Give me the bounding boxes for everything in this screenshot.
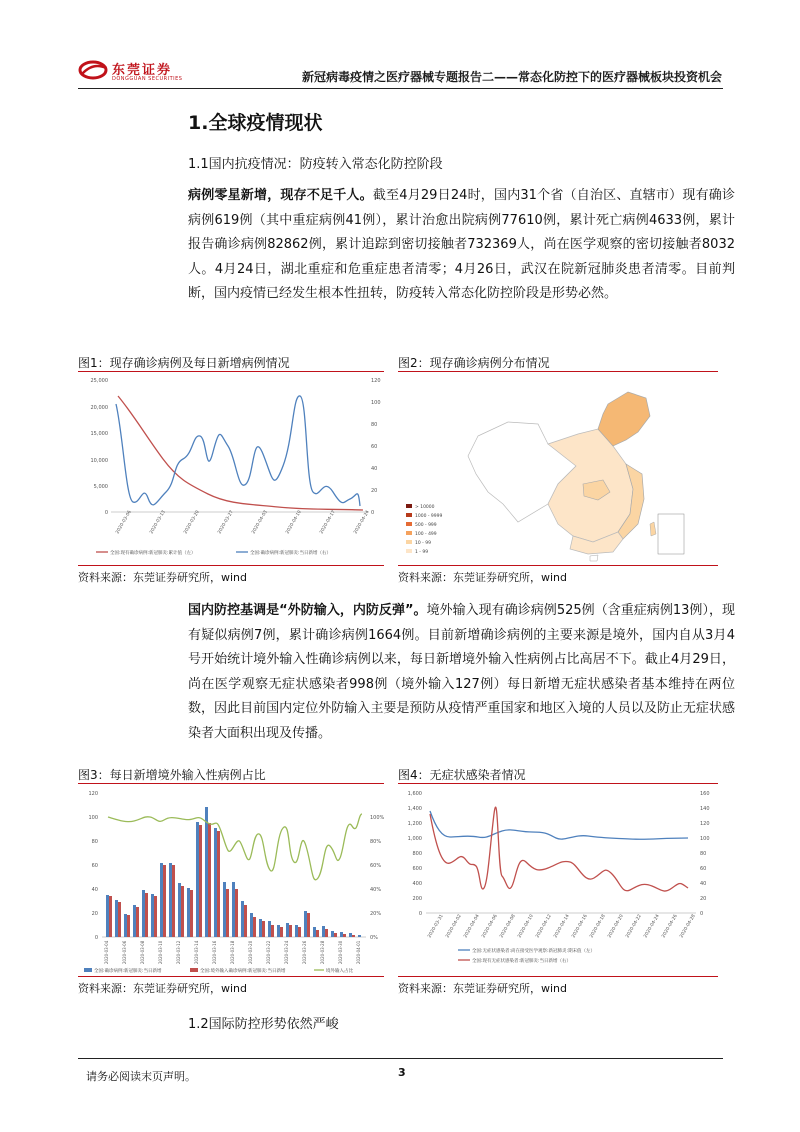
fig4-ytick-right: 20 [700, 896, 707, 902]
fig3-bar [163, 865, 166, 937]
fig3-series-import-share [108, 814, 362, 880]
map-china-northeast [598, 392, 650, 446]
figure-2-bottom-rule [398, 565, 718, 566]
fig3-bar [226, 889, 229, 937]
fig3-legend-3: 境外输入占比 [326, 969, 353, 974]
fig3-bar [289, 925, 292, 937]
fig3-xtick: 2020-03-28 [320, 940, 325, 964]
report-title: 新冠病毒疫情之医疗器械专题报告二——常态化防控下的医疗器械板块投资机会 [301, 70, 722, 84]
fig3-bar [262, 921, 265, 937]
fig4-xtick: 2020-04-12 [535, 913, 553, 939]
fig3-bar [124, 914, 127, 937]
fig3-xtick: 2020-03-26 [302, 940, 307, 964]
fig3-bar [142, 890, 145, 937]
figure-3-bottom-rule [78, 976, 384, 977]
fig3-xtick: 2020-03-12 [176, 940, 181, 964]
header-divider [78, 88, 723, 89]
fig4-ytick-right: 80 [700, 851, 707, 857]
fig3-bar [277, 925, 280, 937]
fig3-bar [286, 923, 289, 937]
fig4-xtick: 2020-04-16 [571, 913, 589, 939]
map-hainan [590, 555, 598, 561]
fig3-bar [307, 913, 310, 937]
fig1-series-existing-cases [118, 396, 363, 510]
figure-3-chart [78, 786, 384, 976]
fig1-ytick-right: 120 [371, 378, 381, 384]
fig4-xtick: 2020-04-02 [445, 913, 463, 939]
fig4-ytick: 1,000 [407, 836, 422, 842]
figure-2-title: 图2：现存确诊病例分布情况 [398, 356, 550, 370]
fig3-bar [127, 915, 130, 937]
fig1-ytick: 5,000 [93, 484, 108, 490]
fig1-ytick-right: 100 [371, 400, 381, 406]
fig1-legend-2: 全国:确诊病例:新冠肺炎:当日新增（右） [250, 551, 332, 556]
fig3-xtick: 2020-03-18 [230, 940, 235, 964]
section-title: 1.全球疫情现状 [188, 112, 323, 134]
fig3-bar [358, 935, 361, 937]
fig4-ytick: 800 [412, 851, 422, 857]
fig4-ytick: 600 [412, 866, 422, 872]
fig4-ytick: 1,400 [407, 806, 422, 812]
fig3-bar [178, 883, 181, 937]
map-legend-label: > 10000 [415, 505, 435, 510]
fig4-series-under-observation [430, 811, 688, 839]
fig3-bar [271, 925, 274, 937]
fig3-xtick: 2020-03-22 [266, 940, 271, 964]
paragraph-2 [188, 599, 735, 747]
fig3-bar [349, 933, 352, 937]
fig4-ytick-right: 160 [700, 791, 710, 797]
figure-3-rule [78, 783, 384, 784]
map-legend-label: 1000 - 9999 [415, 514, 443, 519]
logo-english: DONGGUAN SECURITIES [112, 76, 183, 82]
fig3-ytick-right: 80% [370, 839, 382, 845]
fig4-ytick-right: 140 [700, 806, 710, 812]
fig3-legend-2: 全国:境外输入确诊病例:新冠肺炎:当日新增 [200, 969, 286, 974]
fig3-bar [118, 902, 121, 937]
map-south-sea-inset [658, 514, 684, 554]
figure-1-title: 图1：现存确诊病例及每日新增病例情况 [78, 356, 290, 370]
figure-4-bottom-rule [398, 976, 718, 977]
fig3-ytick: 20 [91, 911, 98, 917]
disclaimer-notice: 请务必阅读末页声明。 [86, 1070, 196, 1083]
paragraph-1-body: 截至4月29日24时，国内31个省（自治区、直辖市）现有确诊病例619例（其中重症病例41例），累计治愈出院病例77610例，累计死亡病例4633例，累计报告确诊病例82862例，累计追踪到密切接触者732369人，尚在医学观察的密切接触者8032人。4月24日，湖北重症和危重症患者清零；4月26日，武汉在院新冠肺炎患者清零。目前判断，国内疫情已经发生根本性扭转，防疫转入常态化防控阶段是形势必然。 [188, 188, 735, 302]
fig3-bar [244, 905, 247, 937]
fig4-legend-1: 全国:无症状感染者:尚在接受医学观察:新冠肺炎:期末值（左） [472, 949, 596, 954]
fig3-bar [298, 927, 301, 937]
fig3-bar [268, 921, 271, 937]
fig3-ytick: 80 [91, 839, 98, 845]
fig3-bar [208, 823, 211, 937]
map-legend-swatch [406, 522, 412, 526]
fig1-series-daily-new [116, 396, 360, 506]
fig3-ytick: 40 [91, 887, 98, 893]
fig4-xtick: 2020-04-10 [517, 913, 535, 939]
figure-4-chart [398, 786, 718, 976]
fig3-bar [325, 929, 328, 937]
fig3-bar [169, 863, 172, 937]
fig3-bar [187, 888, 190, 937]
fig4-ytick: 400 [412, 881, 422, 887]
logo-chinese: 东莞证券 [112, 63, 173, 78]
fig3-bar [115, 900, 118, 937]
fig3-bar [172, 865, 175, 937]
fig3-bar [241, 901, 244, 937]
fig3-bar [217, 831, 220, 937]
fig1-ytick-right: 20 [371, 488, 378, 494]
figure-4-title: 图4：无症状感染者情况 [398, 768, 526, 782]
figure-1-rule [78, 371, 384, 372]
fig1-legend-1: 全国:现有确诊病例:新冠肺炎:累计值（左） [110, 551, 196, 556]
figure-4-source: 资料来源：东莞证券研究所，wind [398, 982, 568, 995]
fig3-xtick: 2020-03-08 [140, 940, 145, 964]
fig3-bar [133, 905, 136, 937]
fig3-bar [331, 931, 334, 937]
paragraph-2-body: 境外输入现有确诊病例525例（含重症病例13例），现有疑似病例7例，累计确诊病例1664例。目前新增确诊病例的主要来源是境外，国内自从3月4号开始统计境外输入性确诊病例以来，每日新增境外输入性病例占比高居不下。截止4月29日，尚在医学观察无症状感染者998例（境外输入127例）每日新增无症状感染者基本维持在两位数，因此目前国内定位外防输入主要是预防从疫情严重国家和地区入境的人员以及防止无症状感染者大面积出现及传播。 [188, 603, 735, 741]
fig1-ytick: 15,000 [90, 431, 108, 437]
logo-swirl-icon [78, 58, 108, 82]
subsection-title-2: 1.2国际防控形势依然严峻 [188, 1017, 339, 1032]
fig3-bar [181, 886, 184, 937]
fig3-ytick: 60 [91, 863, 98, 869]
map-legend-swatch [406, 549, 412, 553]
fig3-xtick: 2020-03-30 [338, 940, 343, 964]
fig4-ytick-right: 40 [700, 881, 707, 887]
figure-2-map [398, 374, 718, 564]
fig3-bar [232, 882, 235, 937]
paragraph-1 [188, 184, 735, 307]
fig3-xtick: 2020-03-20 [248, 940, 253, 964]
fig3-bar [196, 822, 199, 937]
fig4-ytick-right: 60 [700, 866, 707, 872]
fig3-legend-1: 全国:确诊病例:新冠肺炎:当日新增 [94, 969, 162, 974]
fig4-ytick: 1,600 [407, 791, 422, 797]
fig3-xtick: 2020-03-16 [212, 940, 217, 964]
fig4-xtick: 2020-04-20 [607, 913, 625, 939]
fig3-bar [235, 889, 238, 937]
figure-1-chart [78, 374, 384, 564]
fig1-ytick-right: 80 [371, 422, 378, 428]
map-legend-label: 100 - 499 [415, 532, 437, 537]
fig3-ytick-right: 20% [370, 911, 382, 917]
fig3-bar [205, 807, 208, 937]
fig3-xtick: 2020-03-04 [104, 940, 109, 964]
fig3-ytick: 100 [88, 815, 98, 821]
fig3-ytick-right: 40% [370, 887, 382, 893]
fig4-ytick-right: 0 [700, 911, 704, 917]
fig3-bar [151, 894, 154, 937]
fig1-xtick: 2020-04-24 [353, 509, 371, 535]
fig3-bar [145, 893, 148, 937]
fig4-xtick: 2020-03-31 [427, 913, 445, 939]
fig3-bar [109, 896, 112, 937]
fig4-ytick: 1,200 [407, 821, 422, 827]
fig4-xtick: 2020-04-14 [553, 913, 571, 939]
figure-1-source: 资料来源：东莞证券研究所，wind [78, 571, 248, 584]
fig3-bars [106, 807, 361, 937]
fig4-xtick: 2020-04-18 [589, 913, 607, 939]
map-legend-swatch [406, 504, 412, 508]
fig1-xtick: 2020-04-10 [285, 509, 303, 535]
fig4-ytick: 0 [418, 911, 422, 917]
fig3-bar [304, 911, 307, 937]
fig3-ytick: 120 [88, 791, 98, 797]
fig3-bar [106, 895, 109, 937]
figure-2-source: 资料来源：东莞证券研究所，wind [398, 571, 568, 584]
map-legend-label: 500 - 999 [415, 523, 437, 528]
fig3-ytick-right: 100% [370, 815, 384, 821]
subsection-title-1: 1.1国内抗疫情况：防疫转入常态化防控阶段 [188, 157, 443, 172]
map-legend-label: 10 - 99 [415, 541, 431, 546]
fig4-xtick: 2020-04-26 [661, 913, 679, 939]
fig4-series-daily-new [430, 807, 688, 891]
fig3-bar [136, 907, 139, 937]
fig1-ytick: 10,000 [90, 458, 108, 464]
map-legend-label: 1 - 99 [415, 550, 429, 555]
fig3-xtick: 2020-03-10 [158, 940, 163, 964]
fig3-ytick-right: 0% [370, 935, 378, 941]
figure-3-title: 图3：每日新增境外输入性病例占比 [78, 768, 266, 782]
fig3-ytick-right: 60% [370, 863, 382, 869]
fig3-bar [295, 925, 298, 937]
fig4-xtick: 2020-04-06 [481, 913, 499, 939]
fig1-xtick: 2020-03-06 [115, 509, 133, 535]
fig1-ytick-right: 0 [371, 510, 375, 516]
fig3-bar [253, 917, 256, 937]
fig1-ytick: 0 [104, 510, 108, 516]
fig3-bar [316, 930, 319, 937]
fig3-xtick: 2020-03-06 [122, 940, 127, 964]
fig1-xtick: 2020-04-17 [319, 509, 337, 535]
fig1-ytick-right: 60 [371, 444, 378, 450]
fig4-ytick-right: 100 [700, 836, 710, 842]
figure-1-bottom-rule [78, 565, 384, 566]
figure-2-rule [398, 371, 718, 372]
fig3-bar [214, 828, 217, 937]
fig1-ytick: 25,000 [90, 378, 108, 384]
map-legend-swatch [406, 540, 412, 544]
fig1-ytick-right: 40 [371, 466, 378, 472]
fig3-bar [280, 927, 283, 937]
page-number: 3 [398, 1066, 406, 1079]
fig3-bar [154, 896, 157, 937]
fig3-bar [259, 919, 262, 937]
footer-divider [78, 1058, 723, 1059]
fig4-xtick: 2020-04-04 [463, 913, 481, 939]
fig3-legend-swatch-2 [190, 968, 198, 972]
fig3-bar [340, 932, 343, 937]
fig3-bar [343, 934, 346, 937]
fig4-ytick: 200 [412, 896, 422, 902]
fig3-bar [199, 825, 202, 937]
fig3-bar [334, 933, 337, 937]
fig3-xtick: 2020-03-14 [194, 940, 199, 964]
map-taiwan [650, 522, 656, 536]
fig1-xtick: 2020-03-27 [217, 509, 235, 535]
fig3-bar [223, 882, 226, 937]
figure-4-rule [398, 783, 718, 784]
company-logo [78, 58, 213, 84]
fig4-xtick: 2020-04-28 [679, 913, 697, 939]
figure-3-source: 资料来源：东莞证券研究所，wind [78, 982, 248, 995]
fig3-ytick: 0 [94, 935, 98, 941]
fig4-xtick: 2020-04-08 [499, 913, 517, 939]
fig4-xtick: 2020-04-22 [625, 913, 643, 939]
fig3-legend-swatch-1 [84, 968, 92, 972]
map-legend-swatch [406, 513, 412, 517]
fig3-bar [190, 890, 193, 937]
paragraph-1-lead: 病例零星新增，现存不足千人。 [188, 188, 373, 203]
fig1-xtick: 2020-03-13 [149, 509, 167, 535]
fig1-ytick: 20,000 [90, 405, 108, 411]
paragraph-2-lead: 国内防控基调是“外防输入，内防反弹”。 [188, 603, 427, 618]
fig1-xtick: 2020-03-20 [183, 509, 201, 535]
fig1-xtick: 2020-04-03 [251, 509, 269, 535]
fig3-bar [352, 935, 355, 937]
fig3-bar [322, 926, 325, 937]
fig4-ytick-right: 120 [700, 821, 710, 827]
fig3-bar [313, 927, 316, 937]
fig3-xtick: 2020-03-24 [284, 940, 289, 964]
fig3-xtick: 2020-04-01 [356, 940, 361, 964]
fig3-bar [160, 863, 163, 937]
map-legend-swatch [406, 531, 412, 535]
fig3-bar [250, 913, 253, 937]
fig4-legend-2: 全国:现有无症状感染者:新冠肺炎:当日新增（右） [472, 959, 572, 964]
fig4-xtick: 2020-04-24 [643, 913, 661, 939]
